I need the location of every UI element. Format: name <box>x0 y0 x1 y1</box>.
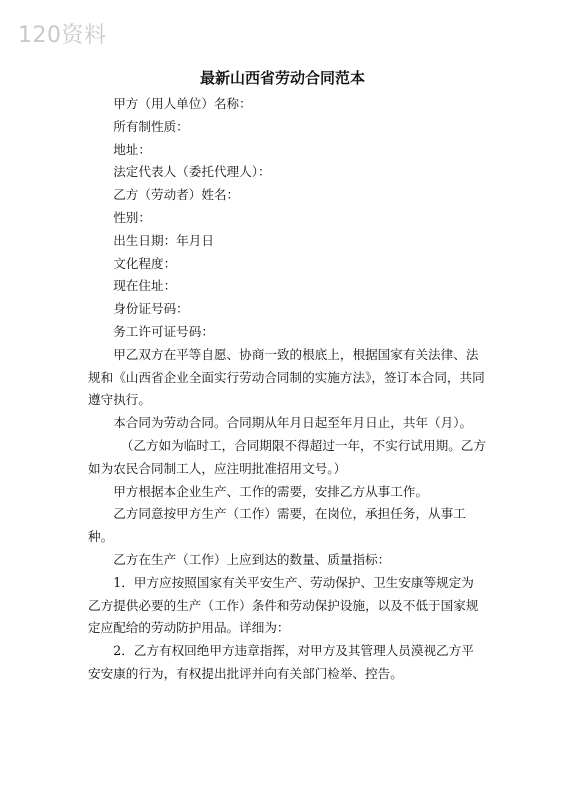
field-current-address: 现在住址： <box>113 278 177 294</box>
field-ownership-type: 所有制性质： <box>113 118 189 134</box>
paragraph-contract-term: 本合同为劳动合同。合同期从年月日起至年月日止，共年（月）。 <box>113 415 473 431</box>
field-legal-representative: 法定代表人（委托代理人）： <box>113 164 271 180</box>
field-work-permit-number: 务工许可证号码： <box>113 323 214 339</box>
field-employee-name: 乙方（劳动者）姓名： <box>113 187 240 203</box>
document-body <box>88 93 486 686</box>
paragraph-job-assignment: 甲方根据本企业生产、工作的需要，安排乙方从事工作。 <box>113 483 429 499</box>
paragraph-temp-worker-note: （乙方如为临时工，合同期限不得超过一年，不实行试用期。乙方如为农民合同制工人，应注明批准招用文号。） <box>88 437 486 476</box>
clause-1-safety-conditions: 1．甲方应按照国家有关平安生产、劳动保护、卫生安康等规定为乙方提供必要的生产（工作）条件和劳动保护设施，以及不低于国家规定应配给的劳动防护用品。详细为： <box>88 574 479 636</box>
paragraph-position: 乙方同意按甲方生产（工作）需要，在岗位，承担任务，从事工种。 <box>88 506 466 545</box>
paragraph-preamble: 甲乙双方在平等自愿、协商一致的根底上，根据国家有关法律、法规和《山西省企业全面实行劳动合同制的实施方法》，签订本合同，共同遵守执行。 <box>88 346 485 408</box>
field-gender: 性别： <box>113 209 151 225</box>
document-title: 最新山西省劳动合同范本 <box>199 69 365 87</box>
clause-2-refuse-violations: 2．乙方有权回绝甲方违章指挥，对甲方及其管理人员漠视乙方平安安康的行为，有权提出批评并向有关部门检举、控告。 <box>88 643 474 681</box>
field-education: 文化程度： <box>113 255 177 271</box>
field-address: 地址： <box>113 141 151 157</box>
paragraph-quality-targets: 乙方在生产（工作）上应到达的数量、质量指标： <box>113 551 391 567</box>
field-id-number: 身份证号码： <box>113 301 189 317</box>
field-employer-name: 甲方（用人单位）名称： <box>113 96 252 111</box>
watermark: 120资料 <box>18 23 107 48</box>
field-birth-date: 出生日期：年月日 <box>113 232 214 248</box>
